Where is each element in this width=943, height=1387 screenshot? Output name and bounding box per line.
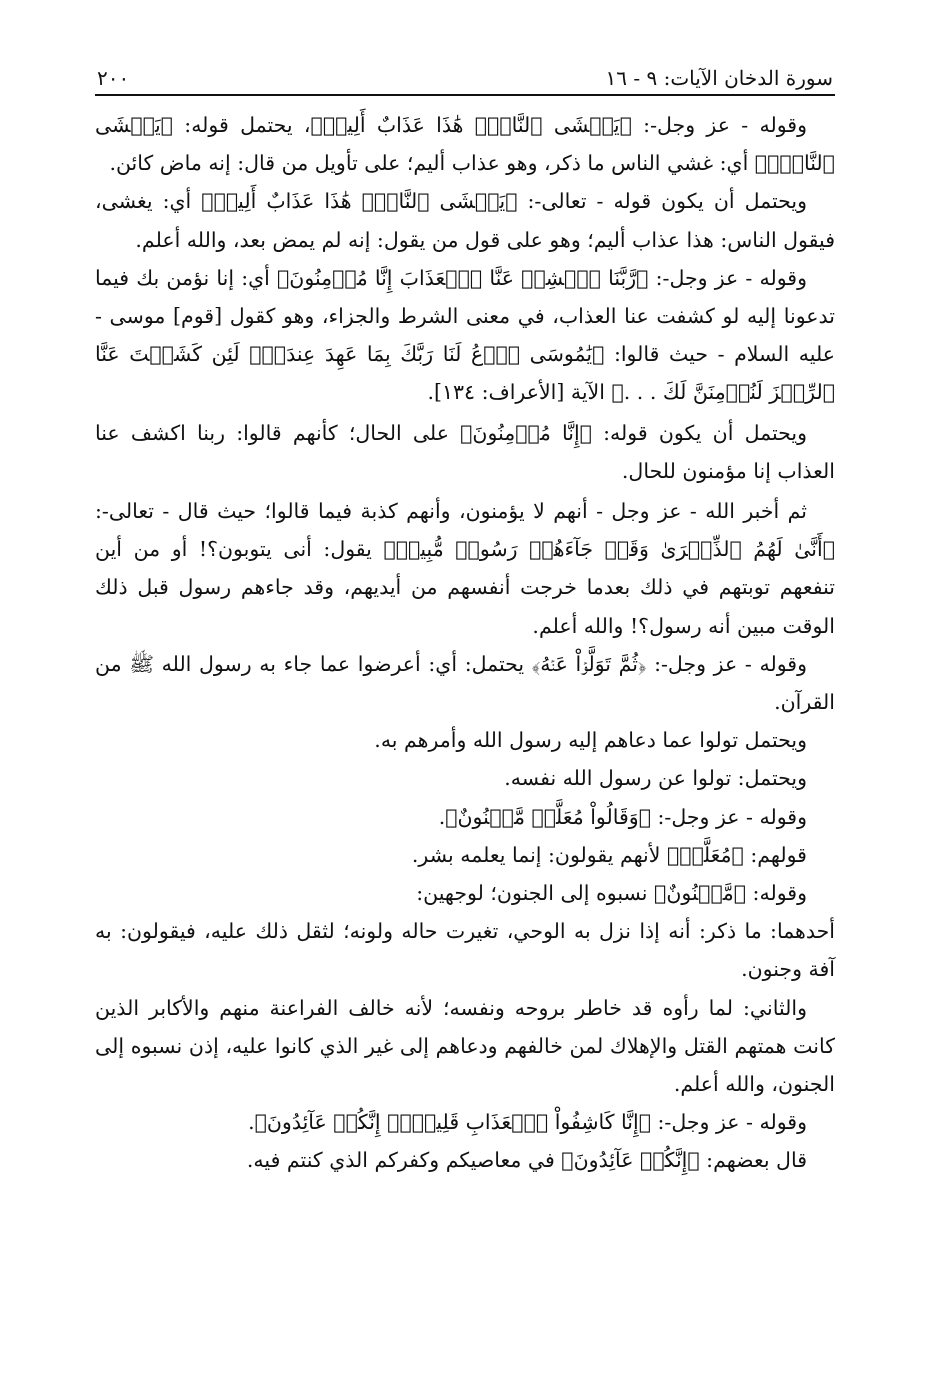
paragraph: قولهم: ﴿مُعَلَّمٞ﴾ لأنهم يقولون: إنما يعلمه بشر. [411, 842, 807, 867]
paragraph: وقوله: ﴿مَّجۡنُونٌ﴾ نسبوه إلى الجنون؛ لوجهين: [416, 881, 807, 906]
paragraph: ويحتمل أن يكون قوله: ﴿إِنَّا مُؤۡمِنُونَ﴾ على الحال؛ كأنهم قالوا: ربنا اكشف عنا العذاب إنا مؤمنون للحال. [95, 420, 835, 483]
paragraph: ويحتمل: تولوا عن رسول الله نفسه. [504, 766, 807, 791]
page-body [95, 106, 835, 1180]
paragraph: ويحتمل أن يكون قوله - تعالى-: ﴿يَغۡشَى ٱلنَّاسَۖ هَٰذَا عَذَابٌ أَلِيمٞ﴾ أي: يغشى، فيقول الناس: هذا عذاب أليم؛ وهو على قول من يقول: إنه لم يمض بعد، والله أعلم. [95, 189, 835, 252]
paragraph: وقوله - عز وجل-: ﴿ثُمَّ تَوَلَّوۡاْ عَنۡهُ﴾ يحتمل: أي: أعرضوا عما جاء به رسول الله ﷺ من القرآن. [95, 651, 835, 715]
paragraph: وقوله - عز وجل-: ﴿إِنَّا كَاشِفُواْ ٱلۡعَذَابِ قَلِيلًاۚ إِنَّكُمۡ عَآئِدُونَ﴾. [248, 1110, 807, 1135]
paragraph: وقوله - عز وجل-: ﴿يَغۡشَى ٱلنَّاسَۖ هَٰذَا عَذَابٌ أَلِيمٞ﴾، يحتمل قوله: ﴿يَغۡشَى ٱلنَّاسَۖ﴾ أي: غشي الناس ما ذكر، وهو عذاب أليم؛ على تأويل من قال: إنه ماض كائن. [95, 113, 835, 176]
running-title: سورة الدخان الآيات: ٩ - ١٦ [605, 66, 833, 90]
paragraph: وقوله - عز وجل-: ﴿وَقَالُواْ مُعَلَّمٞ مَّجۡنُونٌ﴾. [438, 804, 807, 829]
paragraph: وقوله - عز وجل-: ﴿رَّبَّنَا ٱكۡشِفۡ عَنَّا ٱلۡعَذَابَ إِنَّا مُؤۡمِنُونَ﴾ أي: إنا نؤمن بك فيما تدعونا إليه لو كشفت عنا العذاب، في معنى الشرط والجزاء، وهو كقول [قوم] موسى - عليه السلام - حيث قالوا: ﴿يَٰمُوسَى ٱدۡعُ لَنَا رَبَّكَ بِمَا عَهِدَ عِندَكَۖ لَئِن كَشَفۡتَ عَنَّا ٱلرِّجۡزَ لَنُؤۡمِنَنَّ لَكَ . . .﴾ الآية [الأعراف: ١٣٤]. [95, 265, 835, 405]
page-number: ٢٠٠ [97, 66, 130, 90]
paragraph: والثاني: لما رأوه قد خاطر بروحه ونفسه؛ لأنه خالف الفراعنة منهم والأكابر الذين كانت همتهم القتل والإهلاك لمن خالفهم ودعاهم إلى غير الذي كانوا عليه، إذن نسبوه إلى الجنون، والله أعلم. [95, 995, 835, 1097]
paragraph: ثم أخبر الله - عز وجل - أنهم لا يؤمنون، وأنهم كذبة فيما قالوا؛ حيث قال - تعالى-: ﴿أَنَّىٰ لَهُمُ ٱلذِّكۡرَىٰ وَقَدۡ جَآءَهُمۡ رَسُولٞ مُّبِينٞ﴾ يقول: أنى يتوبون؟! أو من أين تنفعهم توبتهم في ذلك بعدما خرجت أنفسهم من أيديهم، وقد جاءهم رسول قبل ذلك الوقت مبين أنه رسول؟! والله أعلم. [95, 499, 835, 638]
paragraph: ويحتمل تولوا عما دعاهم إليه رسول الله وأمرهم به. [374, 728, 807, 753]
paragraph: أحدهما: ما ذكر: أنه إذا نزل به الوحي، تغيرت حاله ولونه؛ لثقل ذلك عليه، فيقولون: به آفة وجنون. [95, 919, 835, 982]
page-header [95, 56, 835, 94]
paragraph: قال بعضهم: ﴿إِنَّكُمۡ عَآئِدُونَ﴾ في معاصيكم وكفركم الذي كنتم فيه. [246, 1148, 807, 1173]
book-page [95, 56, 835, 1180]
header-rule [95, 94, 835, 96]
